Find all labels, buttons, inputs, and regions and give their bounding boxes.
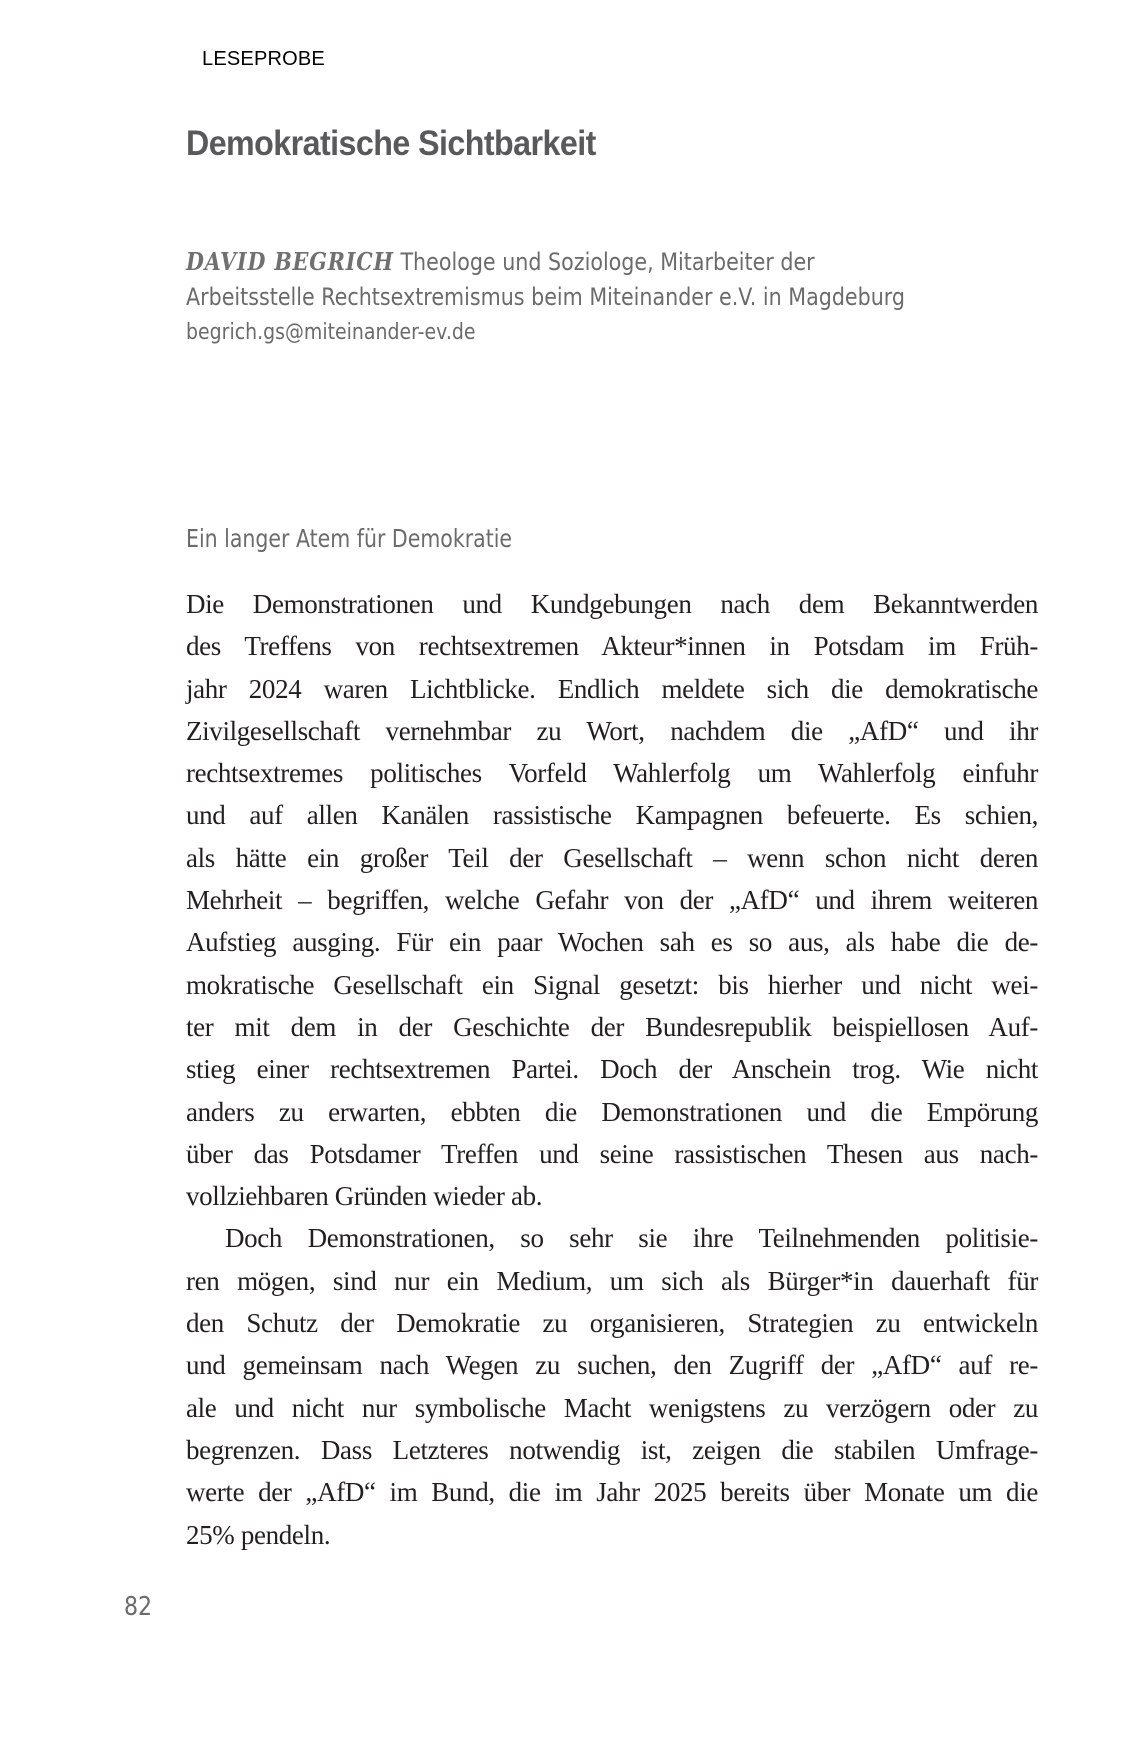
text-line: jahr 2024 waren Lichtblicke. Endlich meldete sich die demokratische bbox=[186, 673, 1038, 704]
paragraph-2 bbox=[186, 1217, 1038, 1555]
sample-label: LESEPROBE bbox=[202, 48, 325, 70]
text-line: ter mit dem in der Geschichte der Bundesrepublik beispiellosen Auf- bbox=[186, 1011, 1038, 1042]
text-line: vollziehbaren Gründen wieder ab. bbox=[186, 1181, 543, 1212]
text-line: Zivilgesellschaft vernehmbar zu Wort, nachdem die „AfD“ und ihr bbox=[186, 715, 1038, 746]
page-number: 82 bbox=[124, 1592, 153, 1622]
paragraph-1 bbox=[186, 583, 1038, 1217]
text-line: des Treffens von rechtsextremen Akteur*innen in Potsdam im Früh- bbox=[186, 631, 1038, 662]
author-line-1 bbox=[186, 244, 943, 280]
text-line: 25% pendeln. bbox=[186, 1519, 331, 1550]
author-name: DAVID BEGRICH bbox=[186, 247, 394, 276]
text-line: werte der „AfD“ im Bund, die im Jahr 2025 bereits über Monate um die bbox=[186, 1477, 1038, 1508]
text-line: Die Demonstrationen und Kundgebungen nach dem Bekanntwerden bbox=[186, 589, 1038, 619]
text-line: über das Potsdamer Treffen und seine rassistischen Thesen aus nach- bbox=[186, 1138, 1038, 1169]
text-line: und auf allen Kanälen rassistische Kampagnen befeuerte. Es schien, bbox=[186, 800, 1038, 831]
text-line: begrenzen. Dass Letzteres notwendig ist, zeigen die stabilen Umfrage- bbox=[186, 1434, 1038, 1465]
author-description-part2: Arbeitsstelle Rechtsextremismus beim Miteinander e.V. in Magdeburg bbox=[186, 283, 906, 311]
chapter-title: Demokratische Sichtbarkeit bbox=[186, 124, 596, 163]
text-line: als hätte ein großer Teil der Gesellschaft – wenn schon nicht deren bbox=[186, 842, 1038, 873]
text-line: und gemeinsam nach Wegen zu suchen, den Zugriff der „AfD“ auf re- bbox=[186, 1350, 1038, 1381]
text-line: rechtsextremes politisches Vorfeld Wahlerfolg um Wahlerfolg einfuhr bbox=[186, 758, 1038, 789]
body-text bbox=[186, 583, 1038, 1556]
author-info bbox=[186, 244, 1066, 350]
text-line: anders zu erwarten, ebbten die Demonstrationen und die Empörung bbox=[186, 1096, 1038, 1127]
text-line: mokratische Gesellschaft ein Signal gesetzt: bis hierher und nicht wei- bbox=[186, 969, 1038, 1000]
text-line: ren mögen, sind nur ein Medium, um sich als Bürger*in dauerhaft für bbox=[186, 1265, 1038, 1296]
text-line: ale und nicht nur symbolische Macht wenigstens zu verzögern oder zu bbox=[186, 1392, 1038, 1423]
text-line: stieg einer rechtsextremen Partei. Doch der Anschein trog. Wie nicht bbox=[186, 1054, 1038, 1085]
author-email: begrich.gs@miteinander-ev.de bbox=[186, 320, 476, 345]
section-subheading: Ein langer Atem für Demokratie bbox=[186, 524, 513, 553]
text-line: Doch Demonstrationen, so sehr sie ihre Teilnehmenden politisie- bbox=[225, 1223, 1038, 1254]
text-line: Mehrheit – begriffen, welche Gefahr von der „AfD“ und ihrem weiteren bbox=[186, 885, 1038, 916]
text-line: den Schutz der Demokratie zu organisieren, Strategien zu entwickeln bbox=[186, 1308, 1038, 1339]
text-line: Aufstieg ausging. Für ein paar Wochen sah es so aus, als habe die de- bbox=[186, 927, 1038, 958]
author-description-part1: Theologe und Soziologe, Mitarbeiter der bbox=[393, 248, 815, 276]
